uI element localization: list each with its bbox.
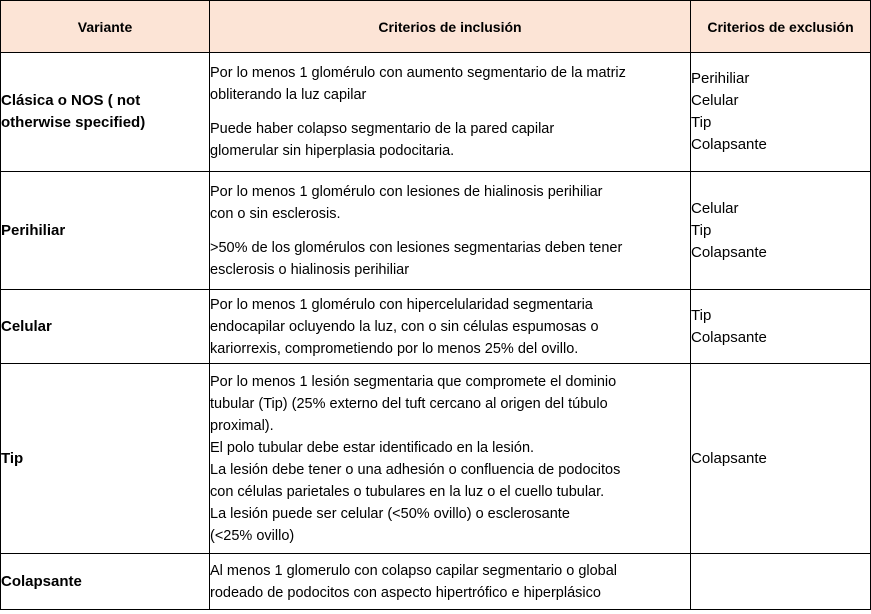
exclusion-item: Tip (691, 114, 712, 131)
inclusion-line: Por lo menos 1 glomérulo con hipercelularidad segmentaria (210, 296, 593, 313)
inclusion-line: esclerosis o hialinosis perihiliar (210, 261, 410, 278)
inclusion-cell (210, 364, 691, 554)
inclusion-line: (<25% ovillo) (210, 527, 295, 544)
inclusion-line: proximal). (210, 417, 274, 434)
exclusion-item: Colapsante (691, 449, 767, 467)
inclusion-line: Puede haber colapso segmentario de la pared capilar (210, 121, 555, 137)
inclusion-line: obliterando la luz capilar (210, 87, 367, 103)
variant-cell (1, 364, 210, 554)
inclusion-line: con o sin esclerosis. (210, 205, 341, 222)
inclusion-line: La lesión puede ser celular (<50% ovillo) o esclerosante (210, 505, 570, 522)
inclusion-line: kariorrexis, comprometiendo por lo menos 25% del ovillo. (210, 340, 579, 357)
variant-label: otherwise specified) (1, 114, 146, 131)
variant-cell (1, 290, 210, 364)
exclusion-item: Celular (691, 199, 739, 217)
exclusion-item: Colapsante (691, 243, 767, 261)
table-row (1, 53, 871, 172)
exclusion-cell (691, 53, 871, 172)
inclusion-line: Por lo menos 1 lesión segmentaria que compromete el dominio (210, 373, 617, 390)
header-inclusion: Criterios de inclusión (210, 1, 691, 53)
exclusion-item: Celular (691, 92, 739, 109)
header-variant: Variante (1, 1, 210, 53)
variant-label: Perihiliar (1, 221, 66, 239)
inclusion-line: tubular (Tip) (25% externo del tuft cercano al origen del túbulo (210, 395, 608, 412)
inclusion-line: Por lo menos 1 glomérulo con lesiones de hialinosis perihiliar (210, 183, 603, 200)
inclusion-line: La lesión debe tener o una adhesión o confluencia de podocitos (210, 461, 621, 478)
variant-label: Colapsante (1, 572, 82, 590)
inclusion-cell (210, 290, 691, 364)
inclusion-line: Al menos 1 glomerulo con colapso capilar segmentario o global (210, 562, 618, 579)
variant-cell (1, 172, 210, 290)
table-row (1, 364, 871, 554)
inclusion-line: glomerular sin hiperplasia podocitaria. (210, 143, 455, 159)
header-row (1, 1, 871, 53)
exclusion-item: Colapsante (691, 136, 767, 153)
variant-label: Celular (1, 317, 52, 335)
inclusion-line: con células parietales o tubulares en la luz o el cuello tubular. (210, 483, 605, 500)
exclusion-item: Tip (691, 306, 712, 324)
inclusion-line: endocapilar ocluyendo la luz, con o sin células espumosas o (210, 318, 599, 335)
table-row (1, 172, 871, 290)
variant-label: Clásica o NOS ( not (1, 92, 141, 109)
variant-cell (1, 53, 210, 172)
exclusion-item: Tip (691, 221, 712, 239)
exclusion-cell (691, 364, 871, 554)
exclusion-cell (691, 554, 871, 610)
variant-cell (1, 554, 210, 610)
inclusion-cell (210, 554, 691, 610)
exclusion-cell (691, 172, 871, 290)
table-row (1, 290, 871, 364)
exclusion-item: Perihiliar (691, 70, 750, 87)
variant-label: Tip (1, 449, 24, 467)
inclusion-cell (210, 53, 691, 172)
inclusion-line: El polo tubular debe estar identificado en la lesión. (210, 439, 535, 456)
inclusion-line: Por lo menos 1 glomérulo con aumento segmentario de la matriz (210, 65, 626, 81)
header-exclusion: Criterios de exclusión (691, 1, 871, 53)
inclusion-cell (210, 172, 691, 290)
inclusion-line: rodeado de podocitos con aspecto hipertrófico e hiperplásico (210, 584, 601, 601)
table-row (1, 554, 871, 610)
exclusion-item: Colapsante (691, 328, 767, 346)
inclusion-line: >50% de los glomérulos con lesiones segmentarias deben tener (210, 239, 623, 256)
exclusion-cell (691, 290, 871, 364)
